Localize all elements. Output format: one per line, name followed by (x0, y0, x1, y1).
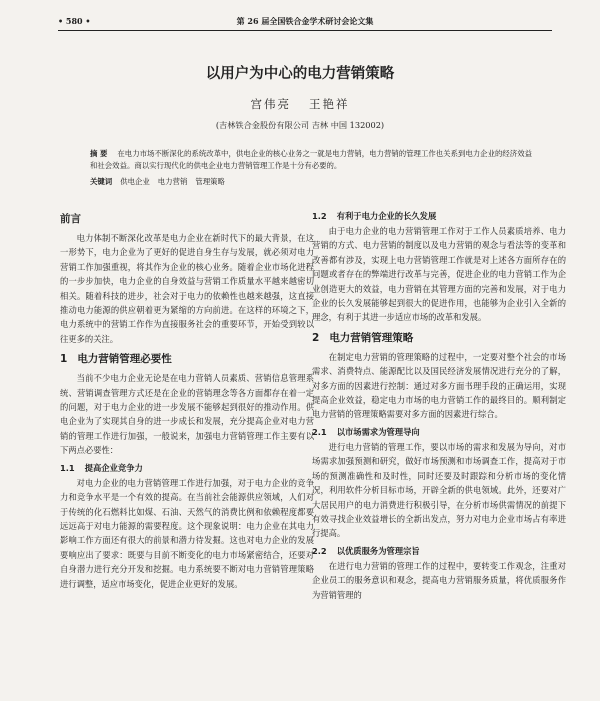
section-title: 以优质服务为管理宗旨 (336, 545, 420, 556)
journal-title: 第 26 届全国铁合金学术研讨会论文集 (236, 16, 374, 26)
section-title: 电力营销管理策略 (329, 331, 414, 344)
subsection-heading-1-1 (60, 461, 314, 475)
section-title: 电力营销管理必要性 (77, 353, 172, 366)
section-heading-1 (60, 351, 314, 367)
keyword: 管理策略 (195, 177, 225, 186)
section-heading-intro: 前言 (60, 213, 81, 225)
running-header (58, 14, 552, 31)
paragraph: 电力体制不断深化改革是电力企业在新时代下的最大背景，在这一形势下，电力企业为了更好的促进自身生存与发展，就必须对电力营销工作加强重视，将其作为企业的核心业务。随着企业市场化进程的一步步加快，电力企业的自身效益与营销工作质量水平越来越密切相关。随着科技的进步，社会对于电力的依赖性也越来越强，这直接推动电力能源的供应朝着更为紧缩的方向前进。在这样的环境之下，电力系统中的营销工作作为直接服务社会的重要环节，开始受到较以往更多的关注。 (60, 233, 314, 344)
section-number: 2.2 (312, 545, 327, 556)
paragraph: 当前不少电力企业无论是在电力营销人员素质、营销信息管理系统、营销调查管理方式还是在企业的营销理念等各方面都存在着一定的问题，对于电力企业的进一步发展不能够起到很好的推动作用。供电企业为了实现其自身的进一步成长和发展，充分提高企业对电力营销的管理工作进行加强，一般说来，加强电力营销管理工作主要有以下两点必要性： (60, 373, 314, 456)
paragraph: 对电力企业的电力营销管理工作进行加强，对于电力企业的竞争力和竞争水平是一个有效的提高。在当前社会能源供应领域，人们对于传统的化石燃料比如煤、石油、天然气的消费比例和依赖程度都要远远高于对电力能源的需要程度。这个现象说明：电力企业在其电力影响工作方面还有很大的前景和潜力待发掘。这也对电力企业的发展要响应出了要求：既要与目前不断变化的电力市场紧密结合，还要对自身潜力进行充分开发和挖掘。电力系统要不断对电力营销管理策略进行调整，适应市场变化，促进企业更好的发展。 (60, 477, 314, 589)
section-number: 2 (312, 331, 320, 344)
section-number: 1.2 (312, 211, 327, 221)
keywords-label: 关键词 (90, 177, 113, 186)
section-title: 有利于电力企业的长久发展 (336, 211, 437, 221)
abstract (90, 148, 532, 172)
paragraph: 在进行电力营销的管理工作的过程中，要转变工作观念，注重对企业员工的服务意识和观念，提高电力营销服务质量，将优质服务作为营销管理的 (312, 560, 566, 600)
paragraph: 进行电力营销的管理工作，要以市场的需求和发展为导向，对市场需求加强预测和研究，做好市场预测和市场调查工作，提高对于市场的预测准确性和及时性，同时还要及时跟踪和分析市场的变化情况，利用软件分析目标市场，开辟全新的供电领域。此外，还要对广大居民用户的电力消费进行积极引导，在分析市场供需情况的前提下有效寻找企业效益增长的全新出发点，努力对电力企业市场占有率进行提高。 (312, 441, 566, 539)
author-affiliation: (吉林铁合金股份有限公司 吉林 中国 132002) (215, 120, 385, 130)
paragraph: 在制定电力营销的管理策略的过程中，一定要对整个社会的市场需求、消费特点、能源配比以及国民经济发展情况进行充分的了解，对多方面的因素进行控制：通过对多方面书理手段的正确运用，实现提高企业效益，稳定电力市场的电力营销工作的最终目的。顺利制定电力营销的管理策略需要对多方面的因素进行综合。 (312, 351, 566, 420)
keyword: 供电企业 (120, 177, 150, 186)
article-title: 以用户为中心的电力营销策略 (205, 66, 395, 82)
abstract-label: 摘 要 (90, 149, 108, 158)
keywords (90, 176, 532, 187)
right-column (312, 206, 566, 692)
subsection-heading-2-1 (312, 425, 566, 439)
keyword: 电力营销 (157, 177, 188, 186)
page-number: • 580 • (58, 16, 91, 26)
author-name: 王艳祥 (309, 97, 350, 111)
left-column (60, 206, 314, 692)
author-list (0, 96, 600, 112)
author-name: 宫伟亮 (250, 97, 291, 111)
section-number: 1.1 (60, 462, 75, 473)
section-title: 以市场需求为管理导向 (336, 426, 420, 437)
section-number: 1 (60, 353, 68, 366)
abstract-text: 在电力市场不断深化的系统改革中，供电企业的核心业务之一就是电力营销，电力营销的管理工作也关系到电力企业的经济效益和社会效益。商以实行现代化的供电企业电力营销管理工作是十分有必要的。 (90, 149, 532, 170)
paragraph: 由于电力企业的电力营销管理工作对于工作人员素质培养、电力营销的方式、电力营销的制度以及电力营销的观念与看法等的变革和改善都有涉及，实现上电力营销管理工作就是对上述各方面所存在的问题或者存在的弊端进行改革与完善，促进企业的电力营销工作为企业创造更大的效益，电力营销在其管理方面的完善和发展，对于电力企业的长久发展能够起到很大的促进作用，也能够为企业引入全新的理念，有利于其进一步适应市场的改革和发展。 (312, 226, 566, 323)
subsection-heading-1-2 (312, 209, 566, 223)
section-title: 提高企业竞争力 (84, 462, 143, 473)
section-heading-2 (312, 330, 566, 346)
section-number: 2.1 (312, 426, 327, 437)
subsection-heading-2-2 (312, 544, 566, 558)
